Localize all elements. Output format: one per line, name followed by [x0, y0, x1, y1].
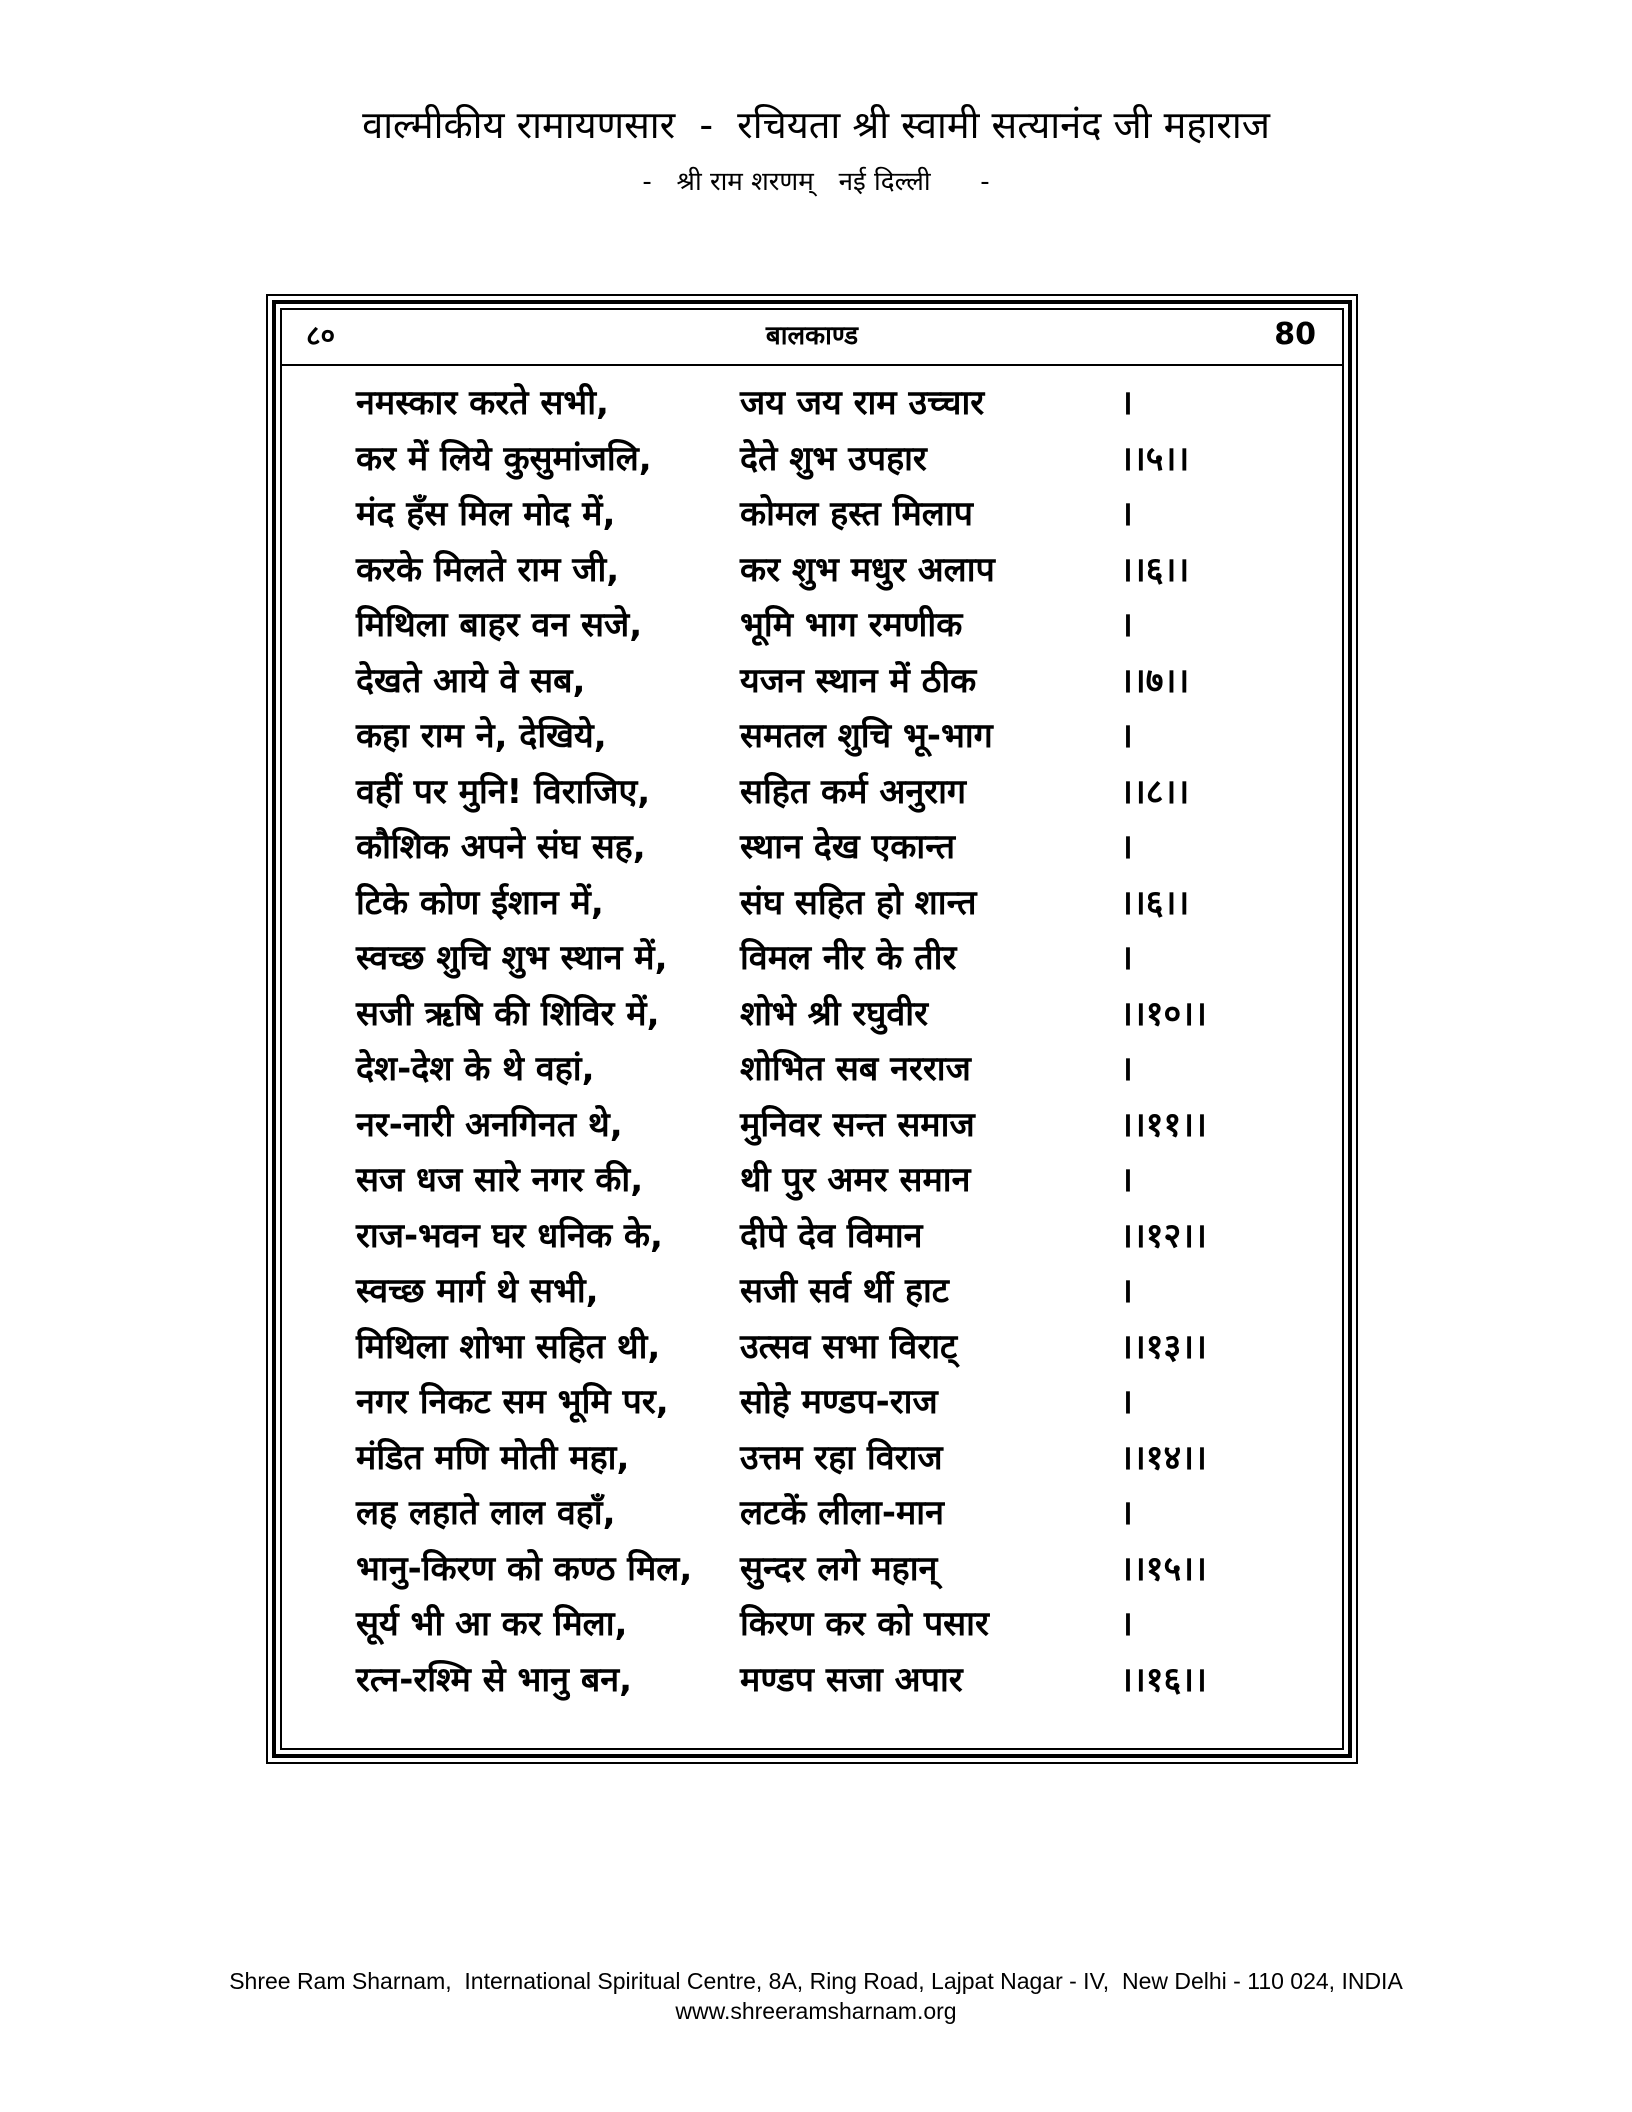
- verse-second-half: उत्सव सभा विराट्: [740, 1326, 958, 1367]
- verse-line: [356, 1320, 1276, 1376]
- verse-second-half: थी पुर अमर समान: [740, 1160, 971, 1200]
- verse-end-marker: ।: [1120, 1271, 1133, 1311]
- verse-first-half: मंद हँस मिल मोद में,: [356, 494, 616, 534]
- verse-line: [356, 1098, 1276, 1154]
- verse-second-half: शोभित सब नरराज: [740, 1049, 971, 1089]
- verse-end-marker: ।: [1120, 1049, 1133, 1089]
- page-header: [282, 310, 1342, 366]
- verse-line: [356, 765, 1276, 821]
- verse-line: [356, 1542, 1276, 1598]
- verse-end-marker: ।: [1120, 938, 1133, 978]
- verse-first-half: सज धज सारे नगर की,: [356, 1160, 644, 1200]
- verse-first-half: रत्न-रश्मि से भानु बन,: [356, 1659, 633, 1700]
- verse-first-half: नगर निकट सम भूमि पर,: [356, 1382, 669, 1422]
- verse-end-marker: ।: [1120, 1604, 1133, 1644]
- verse-line: [356, 1431, 1276, 1487]
- verse-first-half: लह लहाते लाल वहाँ,: [356, 1493, 616, 1533]
- section-title: बालकाण्ड: [765, 321, 859, 351]
- verse-end-marker: ।।७।।: [1120, 660, 1190, 701]
- verse-end-marker: ।।१६।।: [1120, 1659, 1207, 1700]
- verse-end-marker: ।: [1120, 1382, 1133, 1422]
- verse-second-half: भूमि भाग रमणीक: [740, 605, 963, 645]
- book-title: वाल्मीकीय रामायणसार - रचियता श्री स्वामी सत्यानंद जी महाराज: [362, 103, 1270, 147]
- verse-second-half: सहित कर्म अनुराग: [740, 771, 967, 812]
- page-number-devanagari: ८०: [306, 319, 336, 352]
- verse-first-half: नमस्कार करते सभी,: [356, 383, 609, 423]
- verse-line: [356, 543, 1276, 599]
- verse-first-half: नर-नारी अनगिनत थे,: [356, 1104, 623, 1145]
- verse-first-half: भानु-किरण को कण्ठ मिल,: [356, 1548, 693, 1589]
- verse-first-half: देखते आये वे सब,: [356, 660, 586, 701]
- verse-line: [356, 432, 1276, 488]
- verse-first-half: सजी ऋषि की शिविर में,: [356, 993, 660, 1034]
- page-frame: [266, 294, 1358, 1764]
- verse-second-half: समतल शुचि भू-भाग: [740, 716, 993, 756]
- verse-end-marker: ।।१०।।: [1120, 993, 1207, 1034]
- verse-first-half: देश-देश के थे वहां,: [356, 1049, 595, 1089]
- verse-second-half: यजन स्थान में ठीक: [740, 660, 977, 701]
- verse-first-half: मिथिला शोभा सहित थी,: [356, 1326, 661, 1367]
- verse-line: [356, 1153, 1276, 1209]
- verse-end-marker: ।।६।।: [1120, 882, 1190, 923]
- verse-first-half: राज-भवन घर धनिक के,: [356, 1215, 663, 1256]
- verse-line: [356, 654, 1276, 710]
- verse-first-half: स्वच्छ मार्ग थे सभी,: [356, 1271, 599, 1311]
- verse-line: [356, 1209, 1276, 1265]
- verse-list: [356, 376, 1276, 1708]
- verse-second-half: दीपे देव विमान: [740, 1215, 923, 1256]
- verse-end-marker: ।।११।।: [1120, 1104, 1207, 1145]
- verse-line: [356, 709, 1276, 765]
- verse-end-marker: ।।८।।: [1120, 771, 1190, 812]
- verse-second-half: संघ सहित हो शान्त: [740, 882, 977, 923]
- footer-address: Shree Ram Sharnam, International Spiritual Centre, 8A, Ring Road, Lajpat Nagar - IV, New Delhi - 110 024, INDIA: [229, 1968, 1403, 1994]
- page-number: 80: [1274, 317, 1316, 352]
- verse-first-half: करके मिलते राम जी,: [356, 549, 620, 590]
- verse-second-half: कोमल हस्त मिलाप: [740, 494, 973, 534]
- page-frame-border: [272, 300, 1352, 1758]
- verse-second-half: मुनिवर सन्त समाज: [740, 1104, 975, 1145]
- verse-first-half: सूर्य भी आ कर मिला,: [356, 1604, 628, 1644]
- verse-line: [356, 1264, 1276, 1320]
- verse-second-half: लटकें लीला-मान: [740, 1493, 944, 1533]
- page-content-box: [280, 308, 1344, 1750]
- verse-second-half: सुन्दर लगे महान्: [740, 1548, 938, 1589]
- verse-first-half: कौशिक अपने संघ सह,: [356, 827, 646, 867]
- verse-line: [356, 820, 1276, 876]
- verse-first-half: स्वच्छ शुचि शुभ स्थान में,: [356, 938, 668, 978]
- verse-line: [356, 1653, 1276, 1709]
- verse-line: [356, 1375, 1276, 1431]
- verse-line: [356, 876, 1276, 932]
- verse-second-half: देते शुभ उपहार: [740, 438, 927, 479]
- verse-line: [356, 487, 1276, 543]
- verse-second-half: मण्डप सजा अपार: [740, 1659, 963, 1700]
- verse-end-marker: ।: [1120, 605, 1133, 645]
- verse-line: [356, 1486, 1276, 1542]
- verse-end-marker: ।: [1120, 494, 1133, 534]
- verse-end-marker: ।।१२।।: [1120, 1215, 1207, 1256]
- verse-line: [356, 598, 1276, 654]
- verse-first-half: वहीं पर मुनि! विराजिए,: [356, 771, 651, 812]
- verse-line: [356, 1597, 1276, 1653]
- verse-line: [356, 1042, 1276, 1098]
- verse-first-half: मंडित मणि मोती महा,: [356, 1437, 630, 1478]
- verse-second-half: जय जय राम उच्चार: [740, 383, 985, 423]
- verse-line: [356, 931, 1276, 987]
- verse-end-marker: ।: [1120, 1493, 1133, 1533]
- verse-end-marker: ।: [1120, 827, 1133, 867]
- verse-second-half: विमल नीर के तीर: [740, 938, 957, 978]
- verse-end-marker: ।।६।।: [1120, 549, 1190, 590]
- verse-first-half: टिके कोण ईशान में,: [356, 882, 604, 923]
- verse-end-marker: ।।१५।।: [1120, 1548, 1207, 1589]
- book-subtitle: - श्री राम शरणम् नई दिल्ली -: [642, 167, 990, 197]
- verse-end-marker: ।: [1120, 383, 1133, 423]
- verse-second-half: सजी सर्व र्थी हाट: [740, 1271, 949, 1311]
- verse-end-marker: ।: [1120, 1160, 1133, 1200]
- verse-second-half: कर शुभ मधुर अलाप: [740, 549, 995, 590]
- verse-end-marker: ।।१३।।: [1120, 1326, 1207, 1367]
- verse-line: [356, 987, 1276, 1043]
- verse-second-half: उत्तम रहा विराज: [740, 1437, 943, 1478]
- footer-website: www.shreeramsharnam.org: [675, 1998, 957, 2024]
- verse-second-half: सोहे मण्डप-राज: [740, 1382, 938, 1422]
- verse-line: [356, 376, 1276, 432]
- verse-second-half: किरण कर को पसार: [740, 1604, 989, 1644]
- verse-end-marker: ।: [1120, 716, 1133, 756]
- verse-second-half: शोभे श्री रघुवीर: [740, 993, 928, 1034]
- verse-first-half: मिथिला बाहर वन सजे,: [356, 605, 643, 645]
- verse-first-half: कर में लिये कुसुमांजलि,: [356, 438, 652, 479]
- verse-second-half: स्थान देख एकान्त: [740, 827, 956, 867]
- verse-first-half: कहा राम ने, देखिये,: [356, 716, 607, 756]
- verse-end-marker: ।।१४।।: [1120, 1437, 1207, 1478]
- verse-end-marker: ।।५।।: [1120, 438, 1190, 479]
